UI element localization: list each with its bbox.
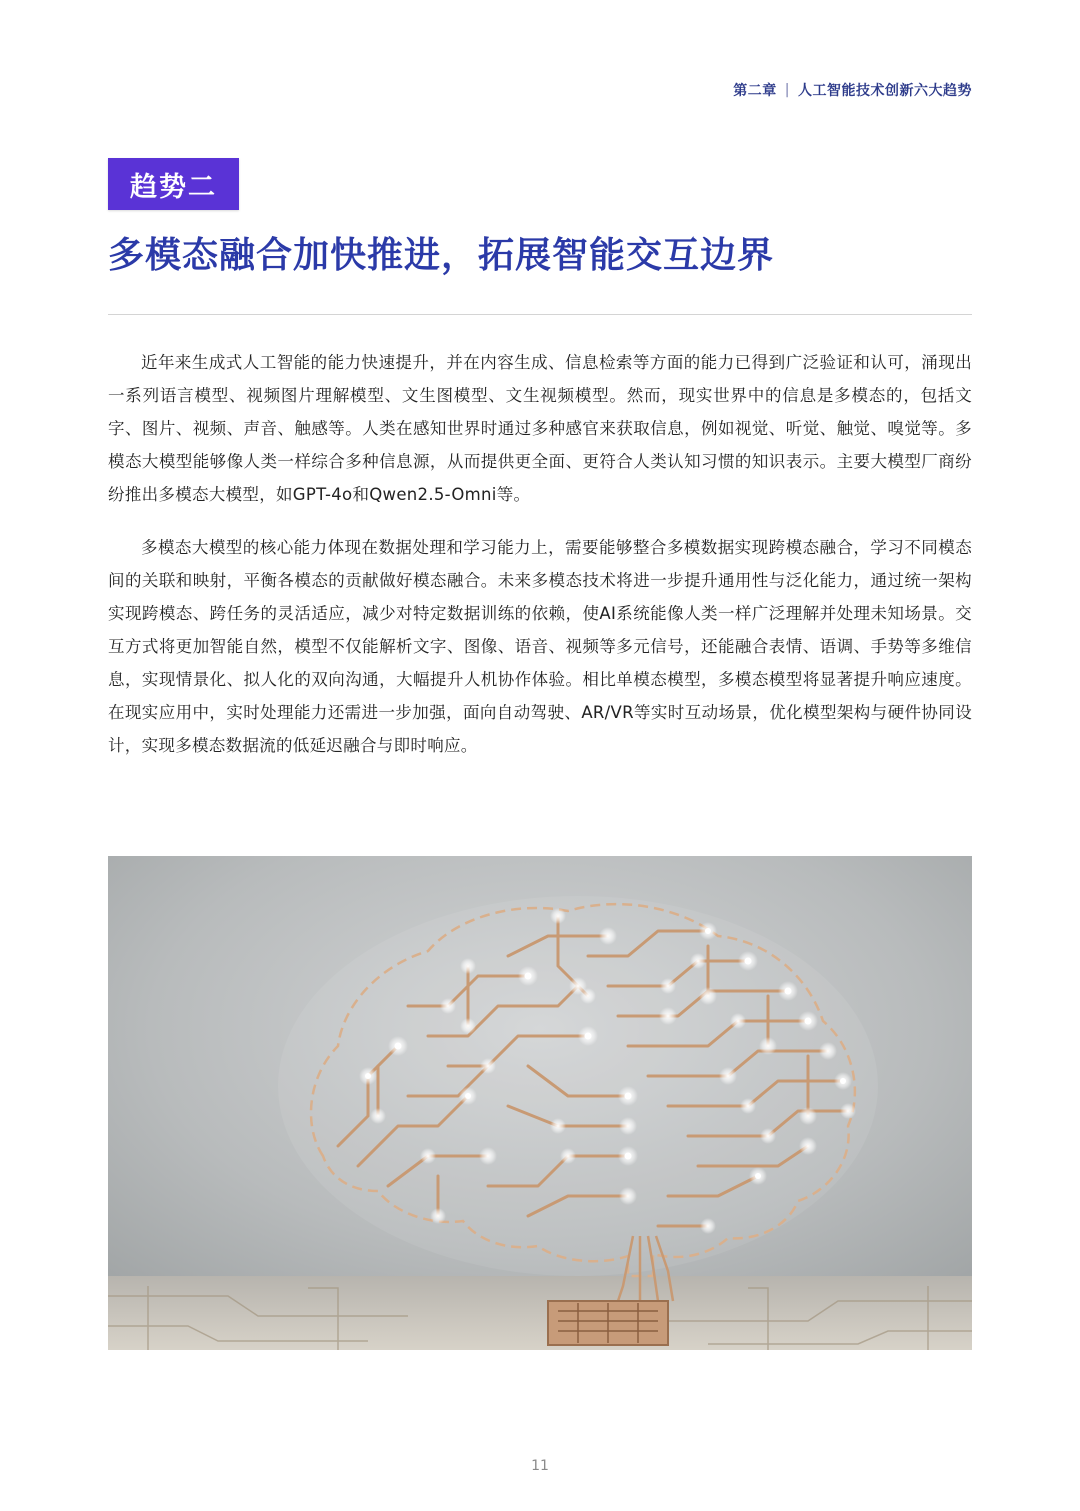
chapter-label: 第二章 — [733, 83, 777, 99]
circuit-brain-icon — [108, 856, 972, 1350]
header-separator: | — [784, 82, 790, 98]
title-divider — [108, 314, 972, 315]
body-text — [108, 346, 972, 782]
chapter-title: 人工智能技术创新六大趋势 — [798, 83, 972, 99]
paragraph-2: 多模态大模型的核心能力体现在数据处理和学习能力上，需要能够整合多模数据实现跨模态融合，学习不同模态间的关联和映射，平衡各模态的贡献做好模态融合。未来多模态技术将进一步提升通用性与泛化能力，通过统一架构实现跨模态、跨任务的灵活适应，减少对特定数据训练的依赖，使AI系统能像人类一样广泛理解并处理未知场景。交互方式将更加智能自然，模型不仅能解析文字、图像、语音、视频等多元信号，还能融合表情、语调、手势等多维信息，实现情景化、拟人化的双向沟通，大幅提升人机协作体验。相比单模态模型，多模态模型将显著提升响应速度。在现实应用中，实时处理能力还需进一步加强，面向自动驾驶、AR/VR等实时互动场景，优化模型架构与硬件协同设计，实现多模态数据流的低延迟融合与即时响应。 — [108, 538, 972, 755]
section-title: 多模态融合加快推进，拓展智能交互边界 — [108, 235, 775, 276]
circuit-brain-illustration — [108, 856, 972, 1350]
page-number: 11 — [531, 1458, 549, 1474]
page-header — [733, 80, 972, 100]
paragraph-1: 近年来生成式人工智能的能力快速提升，并在内容生成、信息检索等方面的能力已得到广泛验证和认可，涌现出一系列语言模型、视频图片理解模型、文生图模型、文生视频模型。然而，现实世界中的信息是多模态的，包括文字、图片、视频、声音、触感等。人类在感知世界时通过多种感官来获取信息，例如视觉、听觉、触觉、嗅觉等。多模态大模型能够像人类一样综合多种信息源，从而提供更全面、更符合人类认知习惯的知识表示。主要大模型厂商纷纷推出多模态大模型，如GPT-4o和Qwen2.5-Omni等。 — [108, 353, 972, 504]
trend-badge: 趋势二 — [108, 158, 239, 210]
